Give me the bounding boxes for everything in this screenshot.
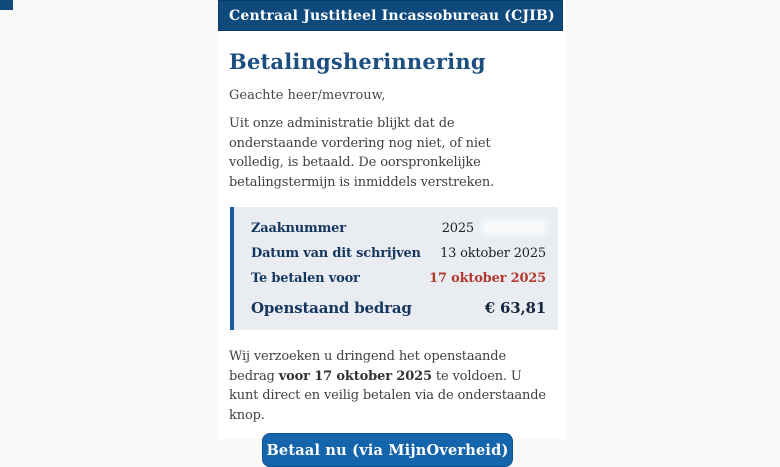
detail-row-datum <box>251 246 546 261</box>
detail-value <box>442 219 546 236</box>
detail-label: Te betalen voor <box>251 271 360 286</box>
email-card <box>218 0 566 459</box>
corner-accent-square <box>0 0 13 10</box>
header-bar <box>218 0 563 31</box>
detail-row-te-betalen-voor <box>251 271 546 286</box>
closing-text-end: te voldoen. U kunt direct en veilig betalen via de onderstaande knop. <box>229 368 546 423</box>
case-number-visible: 2025 <box>441 221 474 236</box>
closing-text-start: Wij verzoeken u dringend het openstaande bedrag <box>229 349 506 384</box>
payment-details-box <box>230 207 558 330</box>
detail-value: 13 oktober 2025 <box>440 246 546 261</box>
detail-label: Datum van dit schrijven <box>251 246 421 261</box>
page-title: Betalingsherinnering <box>229 49 486 74</box>
intro-paragraph: Uit onze administratie blijkt dat de onderstaande vordering nog niet, of niet volledig, is betaald. De oorspronkelijke betalingstermijn is inmiddels verstreken. <box>229 116 495 190</box>
detail-label: Zaaknummer <box>251 221 346 236</box>
detail-row-zaaknummer <box>251 219 546 236</box>
email-body <box>218 49 566 467</box>
closing-due-date: voor 17 oktober 2025 <box>278 368 432 384</box>
detail-row-openstaand-bedrag <box>251 299 546 317</box>
header-title: Centraal Justitieel Incassobureau (CJIB) <box>229 7 555 24</box>
detail-label: Openstaand bedrag <box>251 299 412 317</box>
due-date-value: 17 oktober 2025 <box>429 271 546 286</box>
salutation: Geachte heer/mevrouw, <box>229 88 386 103</box>
closing-paragraph <box>229 347 546 425</box>
pay-now-button[interactable]: Betaal nu (via MijnOverheid) <box>262 433 513 467</box>
redacted-case-number <box>482 219 546 235</box>
amount-value: € 63,81 <box>484 299 546 317</box>
